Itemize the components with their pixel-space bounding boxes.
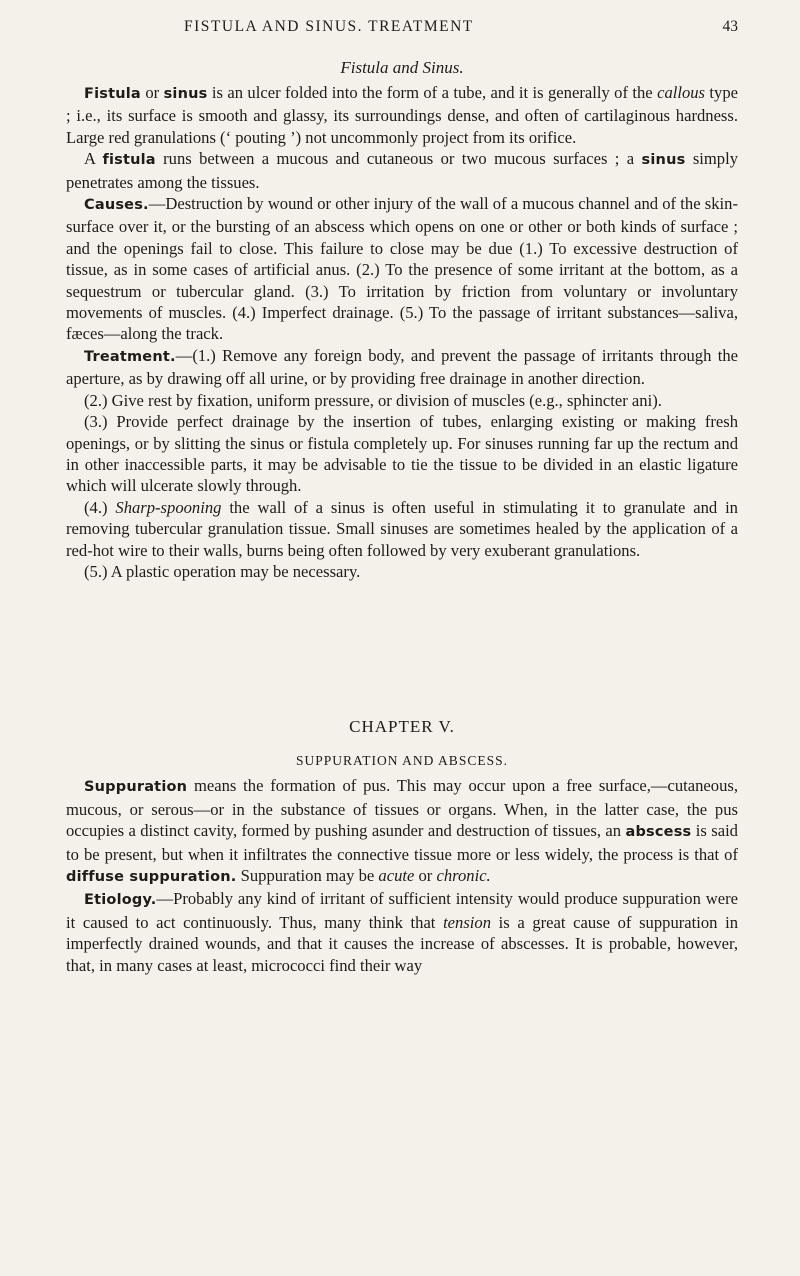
emphasis-callous: callous	[657, 83, 706, 102]
section-heading: Fistula and Sinus.	[340, 58, 464, 77]
paragraph-treatment-5: (5.) A plastic operation may be necessary.	[84, 561, 361, 581]
paragraph-causes	[66, 193, 738, 345]
paragraph-suppuration	[66, 775, 738, 888]
paragraph-etiology	[66, 888, 738, 976]
term-causes: Causes.	[84, 197, 149, 214]
running-title: FISTULA AND SINUS. TREATMENT	[184, 18, 474, 35]
chapter-subtitle: SUPPURATION AND ABSCESS.	[296, 753, 508, 769]
book-page	[66, 14, 738, 976]
text-run: is an ulcer folded into the form of a tube, and it is generally of the	[207, 83, 658, 102]
page-number: 43	[722, 18, 738, 35]
term-etiology: Etiology.	[84, 892, 157, 909]
term-sinus: sinus	[163, 86, 208, 102]
paragraph-treatment-3: (3.) Provide perfect drainage by the insertion of tubes, enlarging existing or making fresh openings, or by slitting the sinus or fistula completely up. For sinuses running far up the rectum and in other inaccessible parts, it may be advisable to tie the tissue to be divided in an elastic ligature which will ulcerate slowly through.	[66, 412, 738, 496]
paragraph-fistula-vs-sinus	[66, 148, 738, 193]
paragraph-treatment	[66, 345, 738, 390]
text-run: the wall of a sinus is often useful in stimulating it to granulate and in removing tubercular granulation tissue. Small sinuses are sometimes healed by the application of a red-hot wire to their walls, burns being often followed by very exuberant granulations.	[66, 497, 738, 560]
text-run: or	[140, 83, 164, 102]
term-treatment: Treatment.	[84, 348, 176, 365]
paragraph-fistula-definition	[66, 82, 738, 148]
running-head	[66, 14, 738, 44]
text-run: A	[84, 149, 103, 169]
emphasis-chronic: chronic.	[436, 865, 491, 885]
text-run: —Probably any kind of irritant of sufficient intensity would produce suppuration were it caused to act continuously. Thus, many think that	[66, 889, 738, 932]
text-run: —Destruction by wound or other injury of the wall of a mucous channel and of the skin-surface over it, or the bursting of an abscess which opens on one or other or both kinds of surface ; and the openings fail to close. This failure to close may be due (1.) To excessive destruction of tissue, as in some cases of artificial anus. (2.) To the presence of some irritant at the bottom, as a sequestrum or tubercular gland. (3.) To irritation by friction from voluntary or involuntary movements of muscles. (4.) Imperfect drainage. (5.) To the passage of irritant substances—saliva, fæces—along the track.	[66, 194, 738, 344]
text-run: simply penetrates among the tissues.	[66, 149, 738, 192]
text-run: means the formation of pus. This may occur upon a free surface,—cutaneous, mucous, or serous—or in the substance of tissues or organs. When, in the latter case, the pus occupies a distinct cavity, formed by pushing asunder and destruction of tissues, an	[66, 776, 738, 841]
text-run: Suppuration may be	[236, 865, 379, 885]
term-abscess: abscess	[625, 824, 692, 841]
term-diffuse-suppuration: diffuse suppuration.	[66, 868, 237, 885]
emphasis-sharp-spooning: Sharp-spooning	[115, 497, 222, 517]
emphasis-acute: acute	[378, 865, 415, 885]
text-run: or	[414, 865, 437, 885]
text-run: (4.)	[84, 497, 116, 517]
text-run: —(1.) Remove any foreign body, and prevent the passage of irritants through the aperture, as by drawing off all urine, or by providing free drainage in another direction.	[66, 345, 738, 389]
term-suppuration: Suppuration	[84, 779, 188, 796]
term-fistula: Fistula	[84, 86, 141, 102]
text-run: runs between a mucous and cutaneous or two mucous surfaces ; a	[155, 149, 642, 169]
chapter-title: CHAPTER V.	[349, 717, 455, 737]
term-sinus: sinus	[641, 152, 686, 169]
text-run: type ; i.e., its surface is smooth and glassy, its surroundings dense, and often of cartilaginous hardness. Large red granulations (‘ pouting ’) not uncommonly project from its orifice.	[66, 83, 738, 147]
paragraph-treatment-4	[66, 497, 738, 561]
text-run: is said to be present, but when it infiltrates the connective tissue more or less widely, the process is that of	[66, 821, 738, 864]
term-fistula: fistula	[102, 152, 156, 169]
emphasis-tension: tension	[443, 912, 491, 932]
paragraph-treatment-2: (2.) Give rest by fixation, uniform pressure, or division of muscles (e.g., sphincter ani).	[84, 390, 662, 410]
text-run: is a great cause of suppuration in imperfectly drained wounds, and that it causes the increase of abscesses. It is probable, however, that, in many cases at least, micrococci find their way	[66, 912, 738, 975]
